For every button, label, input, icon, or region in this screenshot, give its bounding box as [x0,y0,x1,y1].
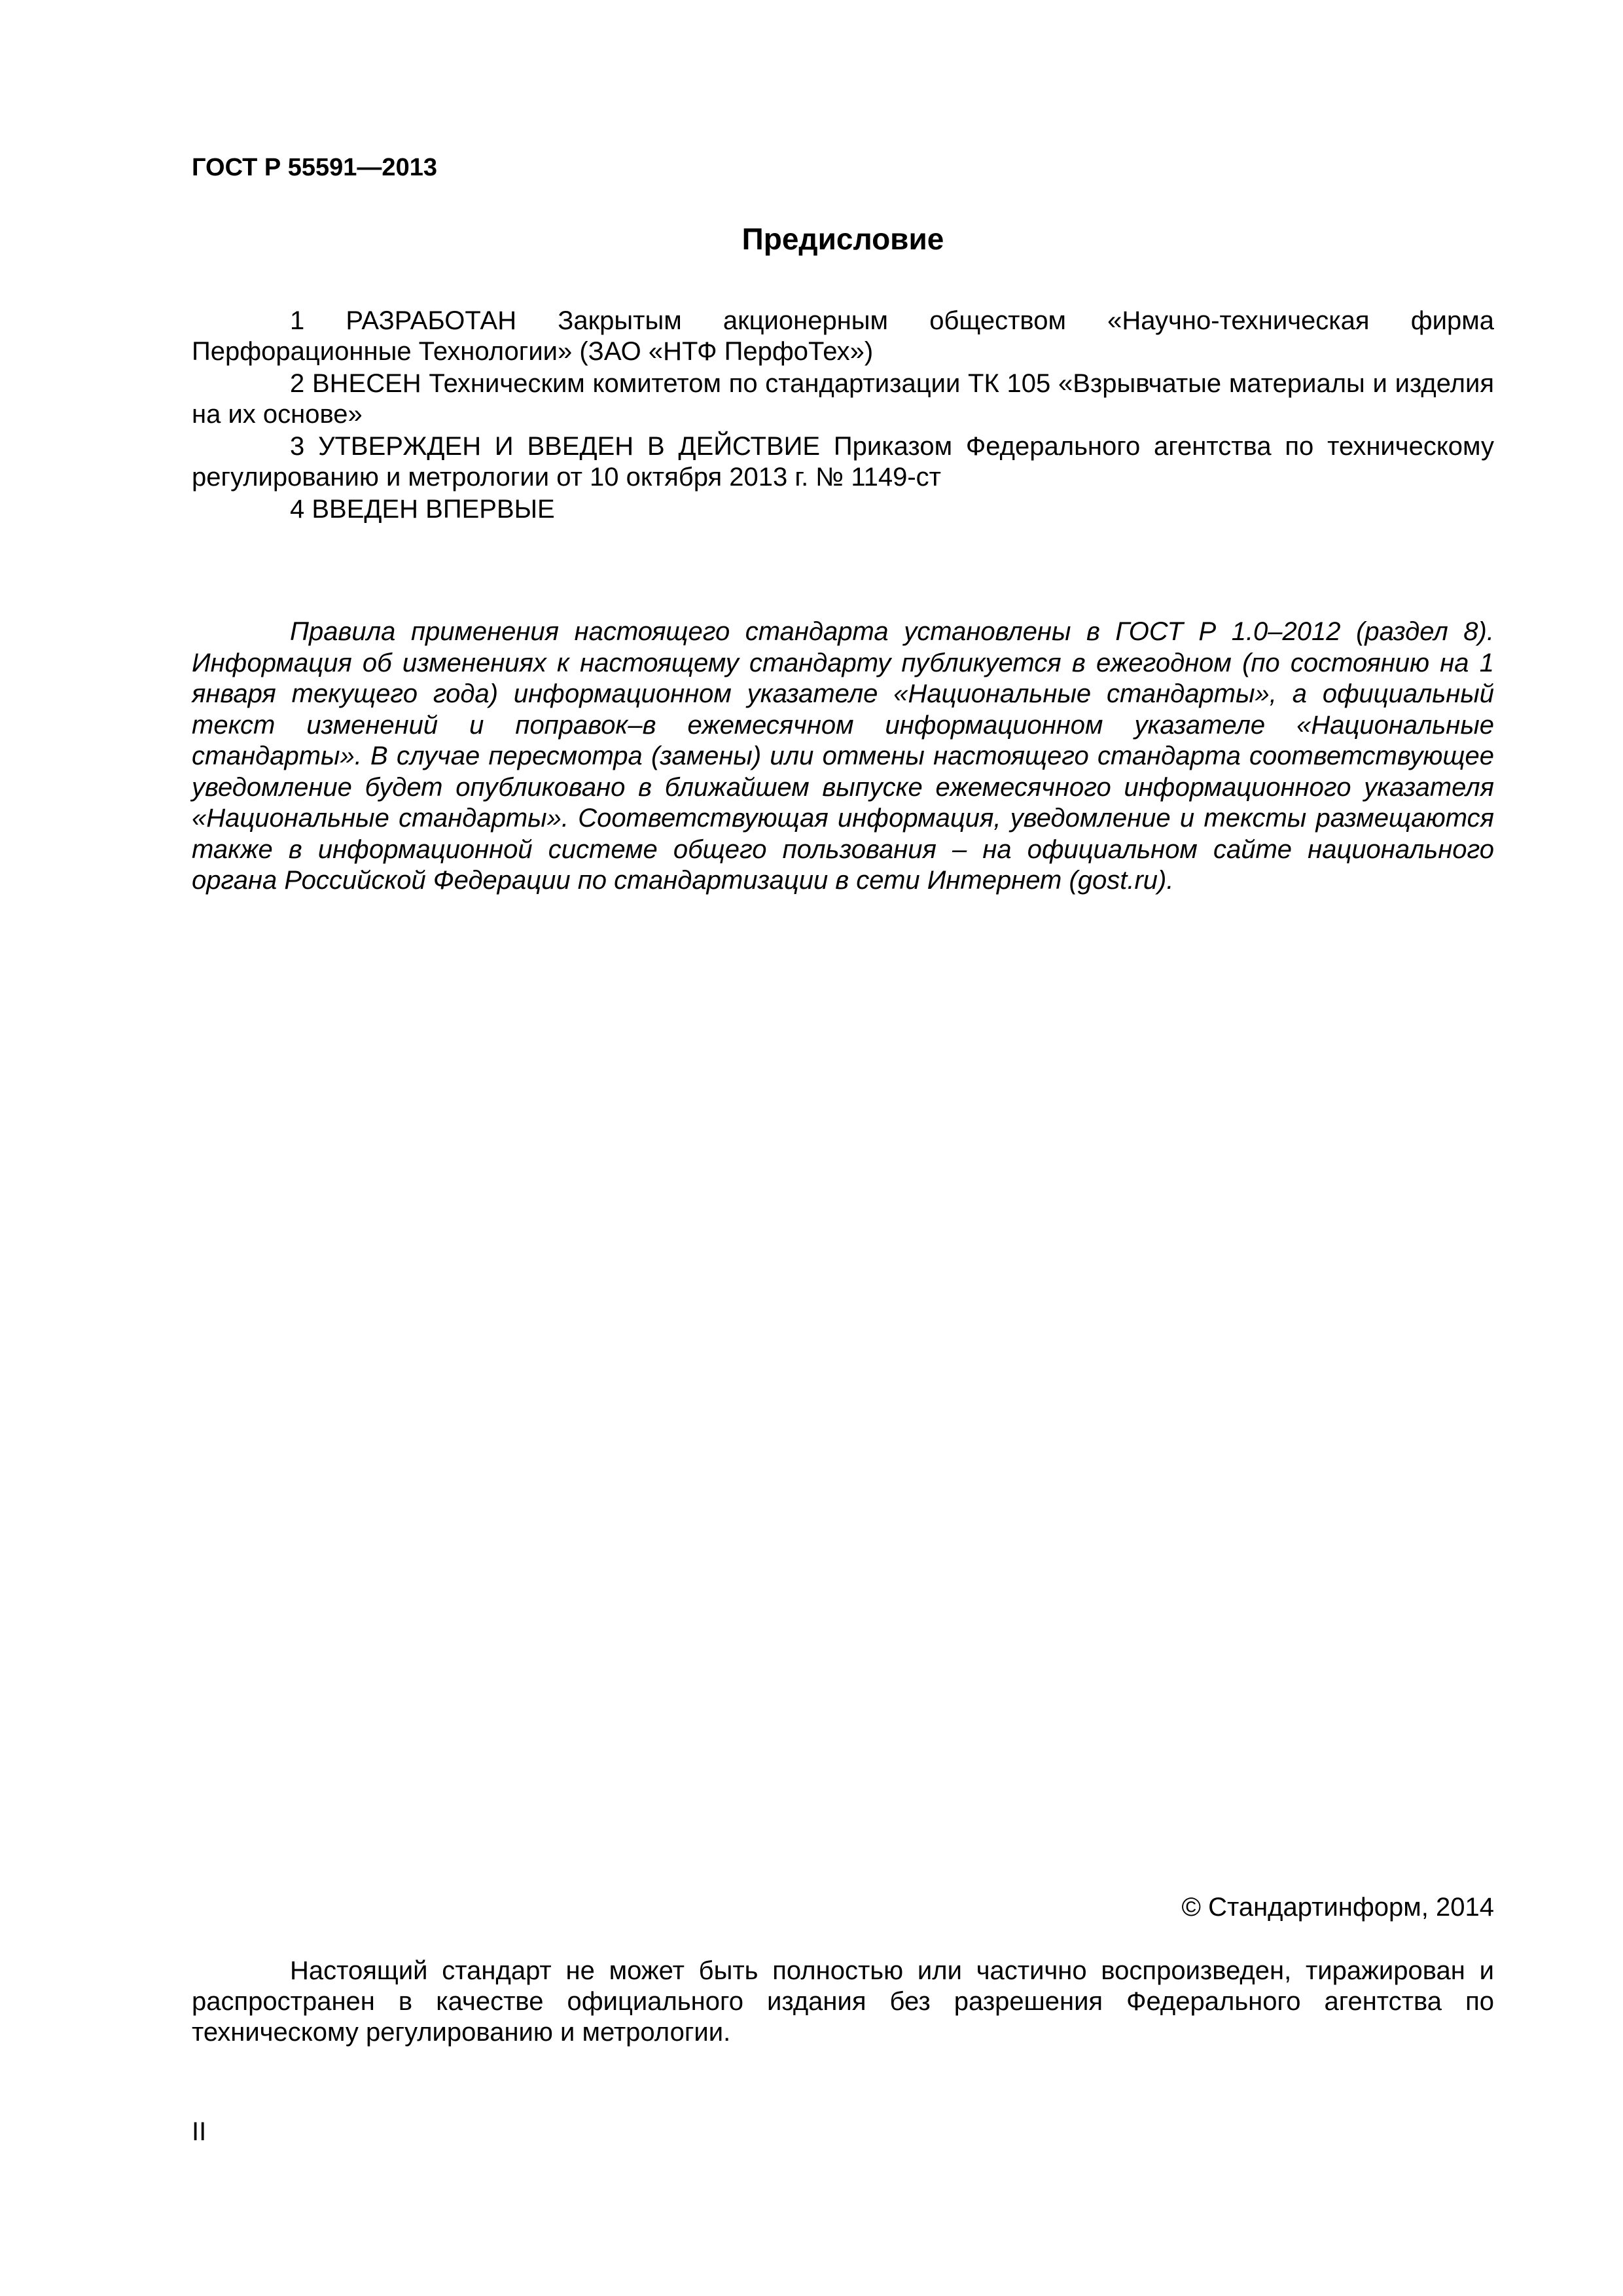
preface-item-4: 4 ВВЕДЕН ВПЕРВЫЕ [290,495,555,524]
application-rules-text: Правила применения настоящего стандарта установлены в ГОСТ Р 1.0–2012 (раздел 8). Информация об изменениях к настоящему стандарту публикуется в ежегодном (по состоянию на 1 января текущего года) информационном указателе «Национальные стандарты», а официальный текст изменений и поправок–в ежемесячном информационном указателе «Национальные стандарты». В случае пересмотра (замены) или отмены настоящего стандарта соответствующее уведомление будет опубликовано в ближайшем выпуске ежемесячного информационного указателя «Национальные стандарты». Соответствующая информация, уведомление и тексты размещаются также в информационной системе общего пользования – на официальном сайте национального органа Российской Федерации по стандартизации в сети Интернет (gost.ru). [192,617,1494,895]
page-number: II [192,2117,207,2146]
reproduction-notice: Настоящий стандарт не может быть полностью или частично воспроизведен, тиражирован и распространен в качестве официального издания без разрешения Федерального агентства по техническому регулированию и метрологии. [192,1956,1494,2047]
page-title: Предисловие [741,222,944,256]
document-code: ГОСТ Р 55591—2013 [192,154,437,181]
copyright-line: © Стандартинформ, 2014 [1181,1893,1494,1922]
preface-item-1: 1 РАЗРАБОТАН Закрытым акционерным обществом «Научно-техническая фирма Перфорационные Технологии» (ЗАО «НТФ ПерфоТех») [192,306,1494,366]
preface-item-3: 3 УТВЕРЖДЕН И ВВЕДЕН В ДЕЙСТВИЕ Приказом Федерального агентства по техническому регулированию и метрологии от 10 октября 2013 г. № 1149-ст [192,432,1494,492]
preface-item-2: 2 ВНЕСЕН Техническим комитетом по стандартизации ТК 105 «Взрывчатые материалы и изделия на их основе» [192,369,1494,429]
